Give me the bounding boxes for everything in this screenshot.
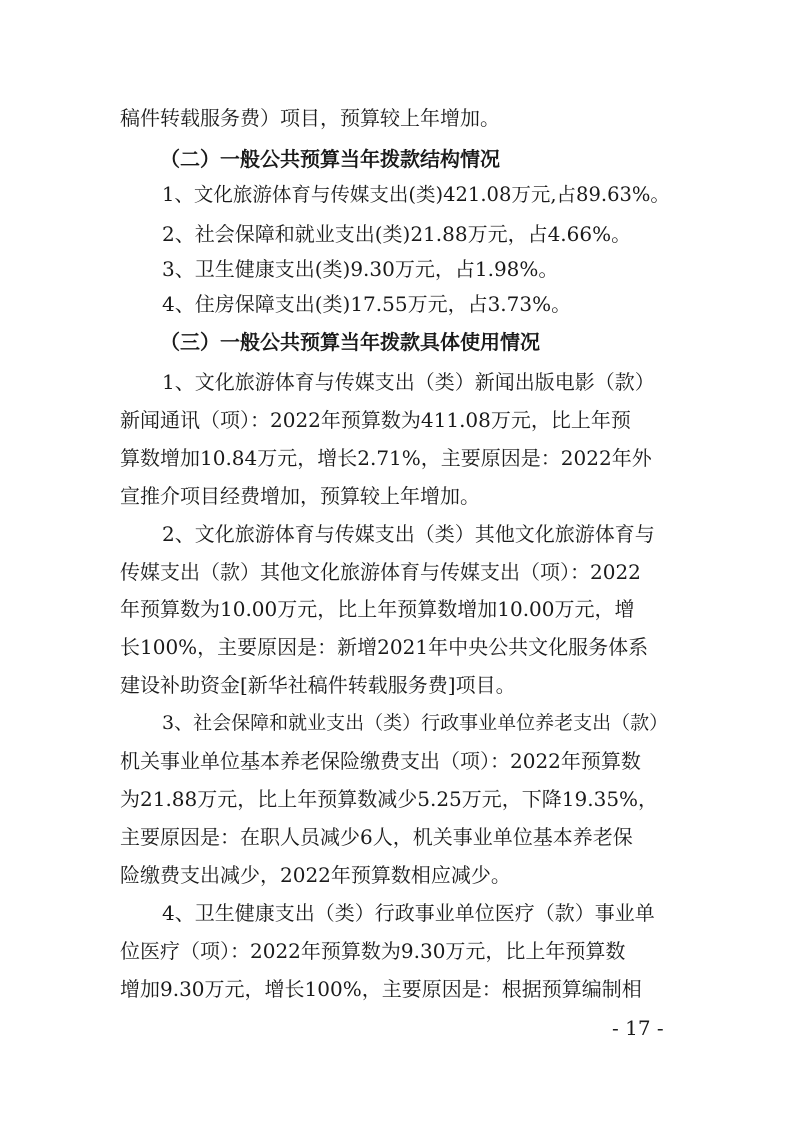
text-line: 险缴费支出减少，2022年预算数相应减少。 bbox=[120, 863, 511, 887]
text-line: 3、卫生健康支出(类)9.30万元，占1.98%。 bbox=[162, 257, 559, 281]
page-number: - 17 - bbox=[612, 1016, 664, 1040]
text-line: 1、文化旅游体育与传媒支出（类）新闻出版电影（款） bbox=[162, 370, 655, 394]
text-line: 4、住房保障支出(类)17.55万元，占3.73%。 bbox=[162, 292, 572, 316]
text-line: 2、文化旅游体育与传媒支出（类）其他文化旅游体育与 bbox=[162, 522, 655, 546]
text-line: 位医疗（项）：2022年预算数为9.30万元，比上年预算数 bbox=[120, 939, 626, 963]
section-heading: （二）一般公共预算当年拨款结构情况 bbox=[160, 147, 500, 171]
text-line: 增加9.30万元，增长100%，主要原因是：根据预算编制相 bbox=[120, 977, 642, 1001]
text-line: 传媒支出（款）其他文化旅游体育与传媒支出（项）：2022 bbox=[120, 560, 641, 584]
section-heading: （三）一般公共预算当年拨款具体使用情况 bbox=[160, 330, 540, 354]
text-line: 2、社会保障和就业支出(类)21.88万元，占4.66%。 bbox=[162, 222, 632, 246]
text-line: 宣推介项目经费增加，预算较上年增加。 bbox=[120, 484, 480, 508]
text-line: 机关事业单位基本养老保险缴费支出（项）：2022年预算数 bbox=[120, 749, 641, 773]
text-line: 长100%，主要原因是：新增2021年中央公共文化服务体系 bbox=[120, 635, 649, 659]
text-line: 算数增加10.84万元，增长2.71%，主要原因是：2022年外 bbox=[120, 446, 652, 470]
text-line: 建设补助资金[新华社稿件转载服务费]项目。 bbox=[120, 673, 516, 697]
text-line: 年预算数为10.00万元，比上年预算数增加10.00万元，增 bbox=[120, 597, 635, 621]
text-line: 为21.88万元，比上年预算数减少5.25万元，下降19.35%， bbox=[120, 787, 659, 811]
text-line: 1、文化旅游体育与传媒支出(类)421.08万元,占89.63%。 bbox=[162, 183, 670, 206]
text-line: 稿件转载服务费）项目，预算较上年增加。 bbox=[120, 106, 500, 130]
text-line: 主要原因是：在职人员减少6人，机关事业单位基本养老保 bbox=[120, 825, 633, 849]
text-line: 新闻通讯（项）：2022年预算数为411.08万元，比上年预 bbox=[120, 408, 631, 432]
text-line: 4、卫生健康支出（类）行政事业单位医疗（款）事业单 bbox=[162, 901, 655, 925]
text-line: 3、社会保障和就业支出（类）行政事业单位养老支出（款） bbox=[162, 712, 669, 734]
